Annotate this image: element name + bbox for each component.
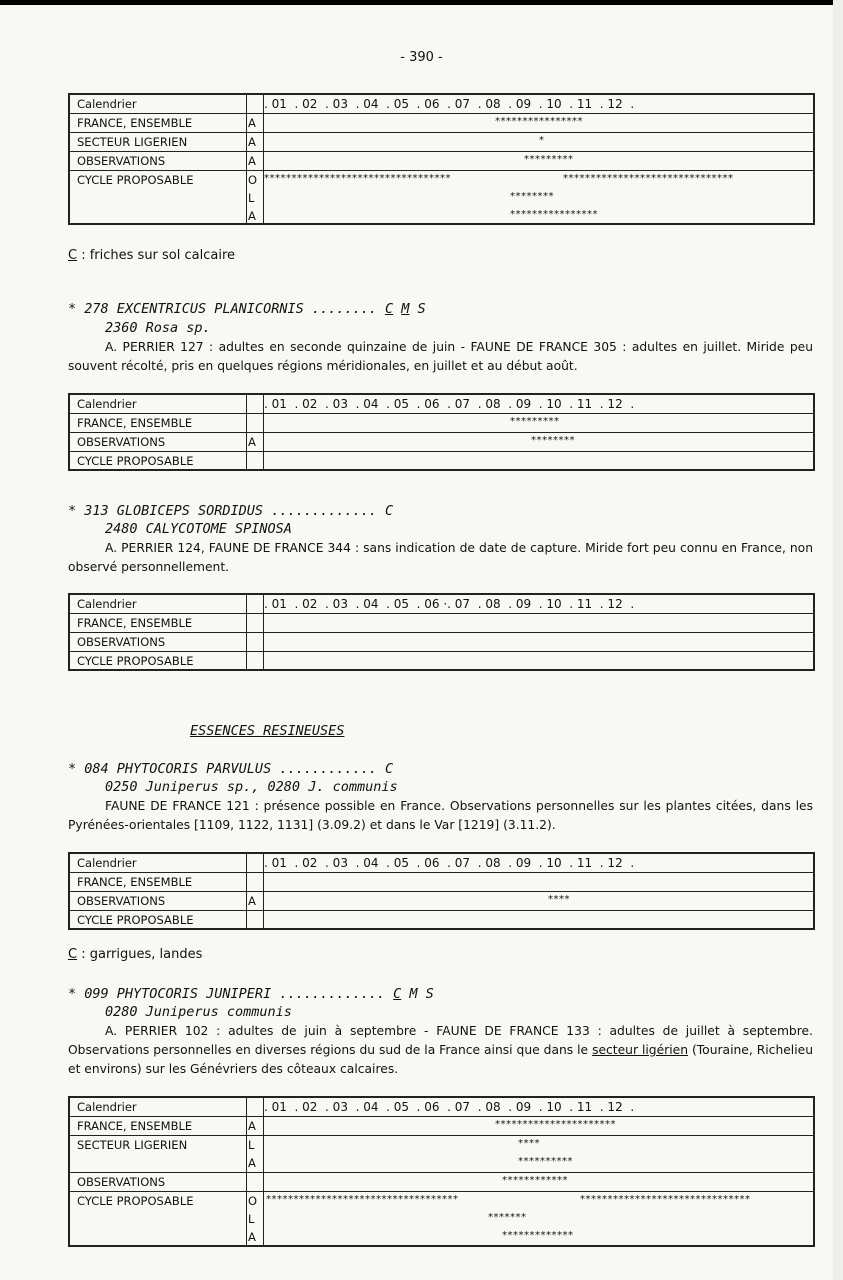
row-stars: *********************************** [266, 1194, 459, 1205]
section-title: ESSENCES RESINEUSES [190, 723, 345, 739]
table-row [70, 451, 813, 470]
table-row [70, 651, 813, 670]
species-title-084: * 084 PHYTOCORIS PARVULUS ............ C [68, 761, 394, 777]
row-stars: ******************************* [563, 173, 734, 184]
calendar-table-4 [68, 852, 815, 930]
row-code: L [246, 1210, 264, 1228]
table-row [70, 189, 813, 207]
row-code: A [246, 207, 264, 225]
table-row [70, 432, 813, 451]
row-code [246, 633, 264, 651]
row-code [246, 911, 264, 929]
row-label: CYCLE PROPOSABLE [77, 1194, 194, 1208]
page-number: - 390 - [400, 50, 443, 65]
calendar-header-row [70, 95, 813, 113]
row-stars: **** [518, 1138, 540, 1149]
species-text-099 [68, 1022, 813, 1079]
table-row [70, 413, 813, 432]
row-stars: ********** [518, 1156, 573, 1167]
row-stars: **************** [510, 209, 598, 220]
species-title-313: * 313 GLOBICEPS SORDIDUS ............. C [68, 503, 394, 519]
row-stars: ******** [510, 191, 554, 202]
right-margin-strip [833, 0, 843, 1280]
row-code: A [246, 133, 264, 151]
calendar-label: Calendrier [77, 856, 137, 870]
note-text: : garrigues, landes [77, 947, 203, 962]
row-stars: ******** [531, 435, 575, 446]
row-label: CYCLE PROPOSABLE [77, 654, 194, 668]
months-header: . 01 . 02 . 03 . 04 . 05 . 06 . 07 . 08 . 09 . 10 . 11 . 12 . [264, 1100, 635, 1114]
table-row [70, 910, 813, 929]
calendar-header-row [70, 1098, 813, 1116]
row-stars: ********************** [495, 1119, 616, 1130]
row-label: OBSERVATIONS [77, 435, 166, 449]
row-code: A [246, 1154, 264, 1172]
months-header: . 01 . 02 . 03 . 04 . 05 . 06 . 07 . 08 . 09 . 10 . 11 . 12 . [264, 97, 635, 111]
row-stars: ************ [502, 1175, 568, 1186]
calendar-header-row [70, 395, 813, 413]
row-code: L [246, 1136, 264, 1154]
row-code: O [246, 1192, 264, 1210]
row-code: L [246, 189, 264, 207]
species-text-part: (Touraine, Richelieu et environs) sur les Génévriers des côteaux calcaires. [68, 1043, 813, 1076]
row-stars: ********* [524, 154, 574, 165]
note-letter: C [68, 947, 78, 962]
species-plant-099: 0280 Juniperus communis [105, 1004, 292, 1020]
row-label: OBSERVATIONS [77, 1175, 166, 1189]
table-row [70, 891, 813, 910]
species-title-text: * 278 EXCENTRICUS PLANICORNIS ........ [68, 301, 385, 317]
table-row [70, 1116, 813, 1135]
row-code: A [246, 892, 264, 910]
table-row [70, 872, 813, 891]
row-stars: ********************************** [264, 173, 451, 184]
row-label: FRANCE, ENSEMBLE [77, 416, 193, 430]
row-code [246, 1173, 264, 1191]
calendar-label: Calendrier [77, 1100, 137, 1114]
row-stars: **** [548, 894, 570, 905]
species-code: C [393, 986, 402, 1002]
habitat-note-1 [68, 248, 235, 263]
table-row [70, 113, 813, 132]
species-text-part: A. PERRIER 102 : adultes de juin à septembre - FAUNE DE FRANCE 133 : adultes de juillet à septembre. Observations personnelles en diverses régions du sud de la France ainsi que dans le [68, 1024, 813, 1057]
table-row [70, 1191, 813, 1210]
table-row [70, 1210, 813, 1228]
table-row [70, 613, 813, 632]
calendar-label: Calendrier [77, 597, 137, 611]
months-header: . 01 . 02 . 03 . 04 . 05 . 06 . 07 . 08 . 09 . 10 . 11 . 12 . [264, 397, 635, 411]
note-letter: C [68, 248, 78, 263]
species-text-313: A. PERRIER 124, FAUNE DE FRANCE 344 : sans indication de date de capture. Miride fort peu connu en France, non observé personnellement. [68, 541, 813, 574]
row-label: FRANCE, ENSEMBLE [77, 875, 193, 889]
species-code: S [417, 301, 426, 317]
table-row [70, 1154, 813, 1172]
row-code [246, 452, 264, 470]
table-row [70, 170, 813, 189]
species-plant-313: 2480 CALYCOTOME SPINOSA [105, 521, 292, 537]
row-code: A [246, 1117, 264, 1135]
table-row [70, 632, 813, 651]
row-stars: * [539, 135, 545, 146]
species-title-278 [68, 301, 426, 317]
row-code [246, 873, 264, 891]
note-text: : friches sur sol calcaire [77, 248, 236, 263]
row-label: FRANCE, ENSEMBLE [77, 116, 193, 130]
row-label: CYCLE PROPOSABLE [77, 173, 194, 187]
species-plant-278: 2360 Rosa sp. [105, 320, 211, 336]
row-label: SECTEUR LIGERIEN [77, 1138, 188, 1152]
row-code [246, 614, 264, 632]
row-code: A [246, 152, 264, 170]
species-code: M [401, 301, 410, 317]
table-row [70, 151, 813, 170]
species-text-084: FAUNE DE FRANCE 121 : présence possible en France. Observations personnelles sur les plantes citées, dans les Pyrénées-orientales [1109, 1122, 1131] (3.09.2) et dans le Var [1219] (3.11.2). [68, 799, 813, 832]
row-stars: ************* [502, 1230, 574, 1241]
species-title-text: * 099 PHYTOCORIS JUNIPERI ............. [68, 986, 394, 1002]
calendar-label: Calendrier [77, 397, 137, 411]
top-border [0, 0, 843, 5]
row-code: A [246, 433, 264, 451]
row-code [246, 414, 264, 432]
row-code [246, 652, 264, 670]
habitat-note-2 [68, 947, 202, 962]
row-code: A [246, 114, 264, 132]
row-label: FRANCE, ENSEMBLE [77, 616, 193, 630]
table-row [70, 1172, 813, 1191]
calendar-table-2 [68, 393, 815, 471]
row-label: SECTEUR LIGERIEN [77, 135, 188, 149]
months-header: . 01 . 02 . 03 . 04 . 05 . 06 ·. 07 . 08 . 09 . 10 . 11 . 12 . [264, 597, 635, 611]
species-code: M [409, 986, 418, 1002]
table-row [70, 1228, 813, 1246]
row-label: FRANCE, ENSEMBLE [77, 1119, 193, 1133]
calendar-label: Calendrier [77, 97, 137, 111]
calendar-header-row [70, 854, 813, 872]
species-text-underlined: secteur ligérien [592, 1043, 689, 1057]
species-code: C [384, 301, 394, 317]
table-row [70, 132, 813, 151]
row-label: CYCLE PROPOSABLE [77, 454, 194, 468]
table-row [70, 1135, 813, 1154]
row-stars: ******* [488, 1212, 527, 1223]
row-stars: ******************************* [580, 1194, 751, 1205]
row-label: OBSERVATIONS [77, 894, 166, 908]
species-title-099 [68, 986, 434, 1002]
calendar-table-5 [68, 1096, 815, 1247]
row-label: OBSERVATIONS [77, 635, 166, 649]
species-text-278: A. PERRIER 127 : adultes en seconde quinzaine de juin - FAUNE DE FRANCE 305 : adultes en juillet. Miride peu souvent récolté, pris en quelques régions méridionales, en juillet et au début août. [68, 340, 813, 373]
row-code: O [246, 171, 264, 189]
species-code: S [425, 986, 434, 1002]
row-label: OBSERVATIONS [77, 154, 166, 168]
species-plant-084: 0250 Juniperus sp., 0280 J. communis [105, 779, 398, 795]
row-stars: ********* [510, 416, 560, 427]
months-header: . 01 . 02 . 03 . 04 . 05 . 06 . 07 . 08 . 09 . 10 . 11 . 12 . [264, 856, 635, 870]
calendar-table-3 [68, 593, 815, 671]
row-code: A [246, 1228, 264, 1246]
table-row [70, 207, 813, 225]
row-stars: **************** [495, 116, 583, 127]
calendar-header-row [70, 595, 813, 613]
row-label: CYCLE PROPOSABLE [77, 913, 194, 927]
calendar-table-1 [68, 93, 815, 225]
